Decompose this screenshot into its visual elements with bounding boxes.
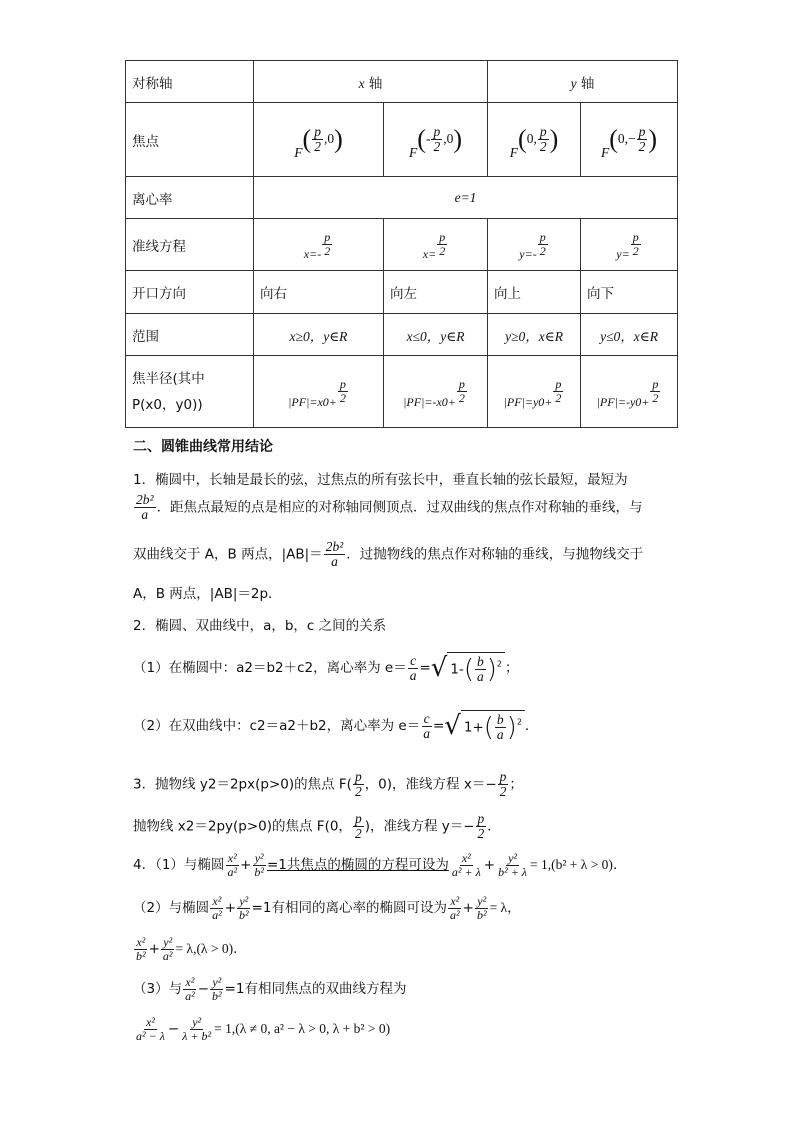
range-cell: y≥0，x∈R xyxy=(488,314,581,356)
row-label: 焦半径(其中 P(x0，y0)) xyxy=(126,356,254,428)
directrix-formula: y= $\frac{p}{2}$ xyxy=(581,219,678,271)
directrix-formula: y=- $\frac{p}{2}$ xyxy=(488,219,581,271)
opening-cell: 向左 xyxy=(384,271,488,314)
item-4-1: 4．（1）与椭圆 $\frac{\text{x²}}{\text{a²}}$ + $\frac{\text{y²}}{\text{b²}}$ =1共焦点的椭圆的方程可设为 $\frac{\text{x²}}{\text{a² + λ}}$ + $\frac{\text{y²}}{\text{b² + λ}}$ = 1,(b² + λ > 0)． xyxy=(133,851,627,879)
table-row xyxy=(126,103,678,177)
table-row xyxy=(126,219,678,271)
focal-radius-formula: |PF|=-x0+ $\frac{p}{2}$ xyxy=(384,356,488,428)
range-cell: x≤0，y∈R xyxy=(384,314,488,356)
item-4-3-cont: $\frac{\text{x²}}{\text{a² − λ}}$ − $\frac{\text{y²}}{\text{λ + b²}}$ = 1,(λ ≠ 0, a² − λ > 0, λ + b² > 0) xyxy=(136,1015,391,1043)
row-label: 开口方向 xyxy=(126,271,254,314)
item-1-line-4: A，B 两点，|AB|＝2p． xyxy=(133,586,282,602)
focus-formula: F(- $\frac{p}{2}$ ,0) xyxy=(384,103,488,177)
directrix-formula: x= $\frac{p}{2}$ xyxy=(384,219,488,271)
item-2: 2．椭圆、双曲线中，a，b，c 之间的关系 xyxy=(133,618,387,634)
cell-y-axis: y 轴 xyxy=(488,61,678,103)
item-4-2: （2）与椭圆 $\frac{\text{x²}}{\text{a²}}$ + $\frac{\text{y²}}{\text{b²}}$ =1有相同的离心率的椭圆可设为 $\frac{\text{x²}}{\text{a²}}$ + $\frac{\text{y²}}{\text{b²}}$ = λ， xyxy=(133,894,521,922)
table-row xyxy=(126,61,678,103)
table-row xyxy=(126,271,678,314)
focal-radius-formula: |PF|=-y0+ $\frac{p}{2}$ xyxy=(581,356,678,428)
focus-formula: F(0,− $\frac{p}{2}$ ) xyxy=(581,103,678,177)
item-1-line-2: $\frac{\text{2b²}}{a}$ ．距焦点最短的点是相应的对称轴同侧顶点．过双曲线的焦点作对称轴的垂线，与 xyxy=(136,492,643,523)
focus-formula: F( $\frac{p}{2}$ ,0) xyxy=(254,103,384,177)
row-label: 焦点 xyxy=(126,103,254,177)
directrix-formula: x=- $\frac{p}{2}$ xyxy=(254,219,384,271)
row-label: 准线方程 xyxy=(126,219,254,271)
range-cell: y≤0，x∈R xyxy=(581,314,678,356)
parabola-properties-table xyxy=(125,60,678,428)
focal-radius-formula: |PF|=x0+ $\frac{p}{2}$ xyxy=(254,356,384,428)
eccentricity-value: e=1 xyxy=(254,177,678,219)
table-row xyxy=(126,177,678,219)
opening-cell: 向下 xyxy=(581,271,678,314)
row-label: 范围 xyxy=(126,314,254,356)
item-3-line-2: 抛物线 x2＝2py(p>0)的焦点 F(0， $\frac{p}{2}$ )，准线方程 y＝− $\frac{p}{2}$ ． xyxy=(133,811,501,842)
item-4-2-cont: $\frac{\text{x²}}{\text{b²}}$ + $\frac{\text{y²}}{\text{a²}}$ = λ,(λ > 0)． xyxy=(136,935,247,963)
row-label: 离心率 xyxy=(126,177,254,219)
focal-radius-formula: |PF|=y0+ $\frac{p}{2}$ xyxy=(488,356,581,428)
row-label: 对称轴 xyxy=(126,61,254,103)
range-cell: x≥0，y∈R xyxy=(254,314,384,356)
table-row xyxy=(126,314,678,356)
cell-x-axis: x 轴 xyxy=(254,61,488,103)
item-3-line-1: 3．抛物线 y2＝2px(p>0)的焦点 F( $\frac{p}{2}$ ，0)，准线方程 x＝− $\frac{p}{2}$ ； xyxy=(133,769,523,800)
item-4-3: （3）与 $\frac{\text{x²}}{\text{a²}}$ − $\frac{\text{y²}}{\text{b²}}$ =1有相同焦点的双曲线方程为 xyxy=(133,975,407,1003)
item-1-line-1: 1．椭圆中，长轴是最长的弦，过焦点的所有弦长中，垂直长轴的弦长最短，最短为 xyxy=(133,472,628,488)
section-title: 二、圆锥曲线常用结论 xyxy=(133,439,273,455)
table-row xyxy=(126,356,678,428)
item-1-line-3: 双曲线交于 A，B 两点，|AB|＝ $\frac{\text{2b²}}{a}$ ．过抛物线的焦点作对称轴的垂线，与抛物线交于 xyxy=(133,539,644,570)
opening-cell: 向上 xyxy=(488,271,581,314)
item-2-1: （1）在椭圆中：a2＝b2＋c2，离心率为 e＝ $\frac{c}{a}$ =√ 1-( $\frac{b}{a}$ )$^2$ ； xyxy=(133,652,519,685)
item-2-2: （2）在双曲线中：c2＝a2＋b2，离心率为 e＝ $\frac{c}{a}$ =√ 1+( $\frac{b}{a}$ )$^2$ ． xyxy=(133,710,539,743)
opening-cell: 向右 xyxy=(254,271,384,314)
focus-formula: F(0, $\frac{p}{2}$ ) xyxy=(488,103,581,177)
